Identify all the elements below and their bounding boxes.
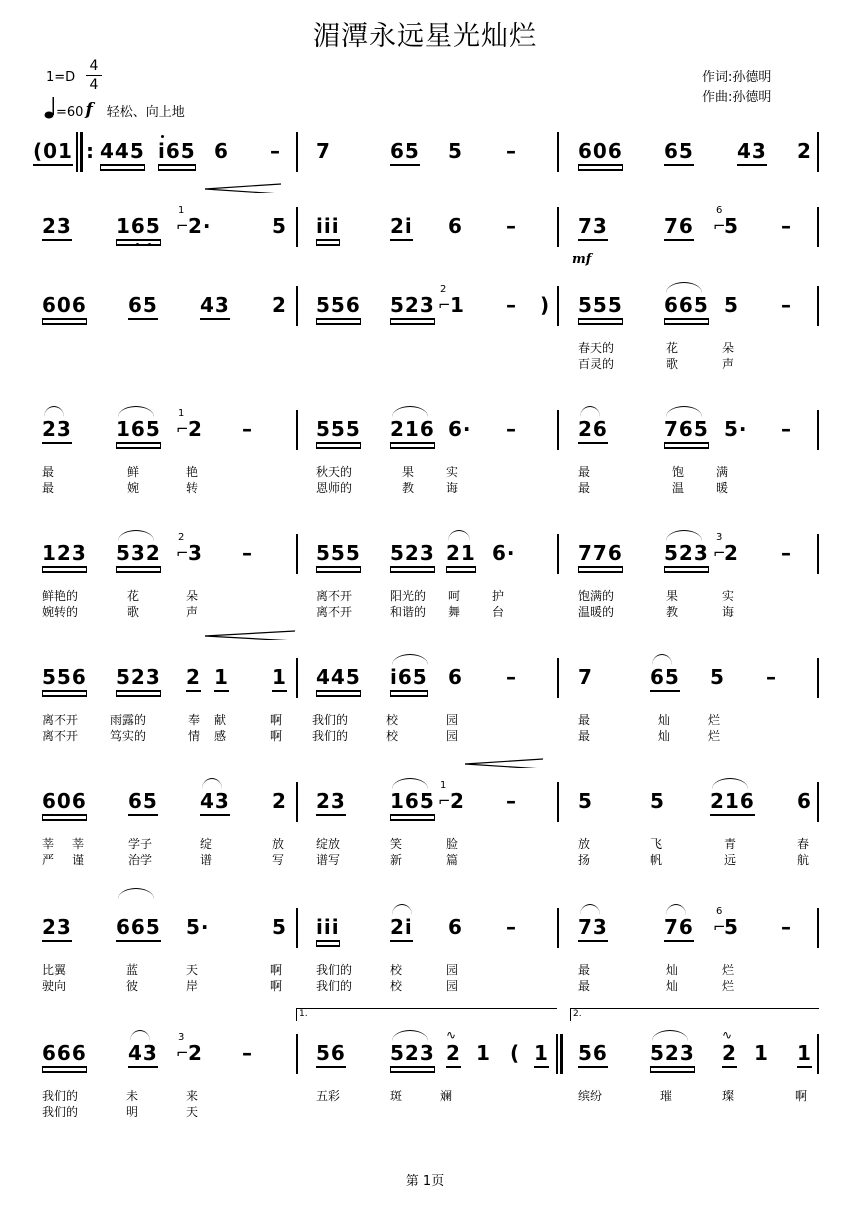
note-group: i65 [390, 666, 428, 692]
note: 5 [448, 139, 463, 163]
note-group: iii [316, 215, 340, 241]
lyric: 朵 [722, 341, 735, 355]
lyric: 灿 [658, 729, 671, 743]
lyric: 离不开 [316, 605, 353, 619]
note-group: 2i [390, 916, 413, 942]
note: 6· [448, 417, 472, 441]
lyric: 校 [386, 729, 399, 743]
tempo-value: =60 [56, 105, 84, 120]
note: 6· [492, 541, 516, 565]
grace-hook-icon: ⌐ [438, 296, 451, 314]
lyric: 恩师的 [316, 481, 353, 495]
lyric: 啊 [270, 729, 283, 743]
note-group: 2i [390, 215, 413, 241]
dash: – [270, 139, 281, 163]
note: 1 [450, 293, 465, 317]
lyric: 离不开 [42, 713, 79, 727]
lyric: 校 [386, 713, 399, 727]
lyric: 园 [446, 963, 459, 977]
lyric: 教 [402, 481, 415, 495]
tempo-marking [44, 96, 185, 120]
song-title: 湄潭永远星光灿烂 [313, 21, 537, 52]
lyric: 婉 [127, 481, 140, 495]
note-group: 73 [578, 916, 608, 942]
lyric: 缤纷 [578, 1089, 603, 1103]
note-group: (01 [33, 140, 73, 166]
lyric: 春天的 [578, 341, 615, 355]
note-group: i65 [158, 140, 196, 166]
grace-hook-icon: ⌐ [176, 217, 189, 235]
lyric: 春 [797, 837, 810, 851]
dynamic-forte: f [85, 100, 93, 120]
lyric: 满 [716, 465, 729, 479]
lyric: 啊 [270, 979, 283, 993]
note-group: 445 [316, 666, 361, 692]
lyric: 我们的 [316, 963, 353, 977]
lyric: 写 [272, 853, 285, 867]
lyric: 灿 [658, 713, 671, 727]
crescendo-hairpin [205, 183, 281, 193]
lyric: 护 [492, 589, 505, 603]
lyric: 帆 [650, 853, 663, 867]
note-group: 666 [42, 1042, 87, 1068]
lyric: 诲 [446, 481, 459, 495]
note-group: 556 [316, 294, 361, 320]
lyric: 和谐的 [390, 605, 427, 619]
lyric: 脸 [446, 837, 459, 851]
lyric: 声 [722, 357, 735, 371]
lyric: 烂 [708, 713, 721, 727]
dash: – [242, 417, 253, 441]
lyric: 呵 [448, 589, 461, 603]
lyric: 校 [390, 963, 403, 977]
note-group: 43 [128, 1042, 158, 1068]
time-signature [86, 58, 102, 93]
lyric: 学子 [128, 837, 153, 851]
lyric: 实 [446, 465, 459, 479]
note-group: 776 [578, 542, 623, 568]
note-group: 606 [42, 790, 87, 816]
dash: – [781, 915, 792, 939]
note: 2· [188, 214, 212, 238]
lyric: 花 [666, 341, 679, 355]
note-group: 56 [578, 1042, 608, 1068]
note-group: 445 [100, 140, 145, 166]
score-row-3 [0, 252, 850, 402]
dash: – [506, 789, 517, 813]
note: 5 [272, 915, 287, 939]
grace-hook-icon: ⌐ [713, 544, 726, 562]
note-group: 65 [650, 666, 680, 692]
score-row-7 [0, 778, 850, 898]
dash: – [506, 665, 517, 689]
dynamic-mf: mf [572, 252, 592, 267]
lyric: 我们的 [42, 1089, 79, 1103]
lyric: 感 [214, 729, 227, 743]
note-group: 43 [200, 790, 230, 816]
lyric: 明 [126, 1105, 139, 1119]
grace-hook-icon: ⌐ [176, 544, 189, 562]
lyric: 远 [724, 853, 737, 867]
grace-note: 2 [178, 532, 185, 543]
volta-first: 1. [296, 1008, 557, 1021]
lyric: 航 [797, 853, 810, 867]
note: 5· [186, 915, 210, 939]
lyric: 蓝 [126, 963, 139, 977]
lyric: 饱 [672, 465, 685, 479]
lyric: 最 [42, 481, 55, 495]
lyric: 岸 [186, 979, 199, 993]
lyric: 烂 [722, 963, 735, 977]
note: 6 [448, 665, 463, 689]
lyric: 彼 [126, 979, 139, 993]
lyric: 绽放 [316, 837, 341, 851]
lyric: 百灵的 [578, 357, 615, 371]
lyric: 璨 [722, 1089, 735, 1103]
score-row-9 [0, 1009, 850, 1150]
time-signature-bottom: 4 [89, 77, 99, 93]
lyric: 灿 [666, 979, 679, 993]
lyric: 烂 [722, 979, 735, 993]
lyric: 治学 [128, 853, 153, 867]
lyric: 五彩 [316, 1089, 341, 1103]
dash: – [766, 665, 777, 689]
lyric: 最 [578, 713, 591, 727]
lyric: 情 [188, 729, 201, 743]
note: 5 [710, 665, 725, 689]
grace-note: 6 [716, 906, 723, 917]
lyric: 秋天的 [316, 465, 353, 479]
lyric: 雨露的 [110, 713, 147, 727]
note-group: 606 [42, 294, 87, 320]
lyric: 谱 [200, 853, 213, 867]
lyric: 园 [446, 979, 459, 993]
lyric: 飞 [650, 837, 663, 851]
mordent-icon: ∿ [446, 1028, 457, 1042]
lyric: 鲜 [127, 465, 140, 479]
dash: – [506, 915, 517, 939]
note-group: 216 [390, 418, 435, 444]
lyric: 新 [390, 853, 403, 867]
note: 7 [316, 139, 331, 163]
dash: – [242, 1041, 253, 1065]
lyric: 最 [578, 729, 591, 743]
note: 1 [797, 1042, 812, 1068]
note: 2 [724, 541, 739, 565]
note: 5· [724, 417, 748, 441]
note-group: iii [316, 916, 340, 942]
note: 2 [797, 139, 812, 163]
note-group: 76 [664, 215, 694, 241]
note-group: 23 [42, 916, 72, 942]
lyric: 献 [214, 713, 227, 727]
lyric: 饱满的 [578, 589, 615, 603]
composer: 作曲:孙德明 [702, 90, 772, 105]
note-group: 73 [578, 215, 608, 241]
lyric: 鲜艳的 [42, 589, 79, 603]
grace-note: 2 [440, 284, 447, 295]
grace-note: 1 [178, 408, 185, 419]
grace-hook-icon: ⌐ [438, 792, 451, 810]
lyric: 婉转的 [42, 605, 79, 619]
lyric: 驶向 [42, 979, 67, 993]
note: 1 [272, 666, 287, 692]
note-group: 665 [664, 294, 709, 320]
lyric: 谨 [72, 853, 85, 867]
lyric: 阳光的 [390, 589, 427, 603]
lyric: 啊 [270, 713, 283, 727]
note: 1 [476, 1041, 491, 1065]
note: 6 [214, 139, 229, 163]
lyric: 放 [272, 837, 285, 851]
lyric: 斑 [390, 1089, 403, 1103]
score-row-8 [0, 904, 850, 1024]
note: 2 [446, 1042, 461, 1068]
lyric: 奉 [188, 713, 201, 727]
lyric: 声 [186, 605, 199, 619]
volta-second: 2. [570, 1008, 819, 1021]
lyric: 朵 [186, 589, 199, 603]
lyric: 比翼 [42, 963, 67, 977]
lyric: 果 [666, 589, 679, 603]
mordent-icon: ∿ [722, 1028, 733, 1042]
score-row-4 [0, 406, 850, 526]
note-group: 43 [737, 140, 767, 166]
lyric: 温 [672, 481, 685, 495]
note-group: 23 [316, 790, 346, 816]
lyric: 天 [186, 1105, 199, 1119]
grace-hook-icon: ⌐ [713, 217, 726, 235]
lyric: 最 [578, 963, 591, 977]
note-group: 65 [128, 294, 158, 320]
note: 2 [272, 293, 287, 317]
time-signature-top: 4 [89, 58, 99, 74]
note: 2 [272, 789, 287, 813]
lyric: 园 [446, 713, 459, 727]
lyric: 园 [446, 729, 459, 743]
lyric: 莘 [42, 837, 55, 851]
lyric: 笃实的 [110, 729, 147, 743]
note-group: 43 [200, 294, 230, 320]
lyric: 艳 [186, 465, 199, 479]
lyric: 莘 [72, 837, 85, 851]
note-group: 523 [390, 542, 435, 568]
note: 2 [188, 417, 203, 441]
dash: – [506, 139, 517, 163]
note: 6 [448, 915, 463, 939]
note: 5 [272, 214, 287, 238]
lyric: 扬 [578, 853, 591, 867]
dash: – [781, 214, 792, 238]
lyric: 离不开 [42, 729, 79, 743]
note-group: 65 [390, 140, 420, 166]
repeat-sign: : [86, 139, 95, 163]
note-group: 555 [316, 542, 361, 568]
note-group: 523 [390, 1042, 435, 1068]
grace-note: 6 [716, 205, 723, 216]
note-group: 216 [710, 790, 755, 816]
note: 5 [724, 915, 739, 939]
crescendo-hairpin [205, 630, 295, 640]
dash: – [242, 541, 253, 565]
lyric: 笑 [390, 837, 403, 851]
dash: – [781, 293, 792, 317]
grace-note: 1 [178, 205, 185, 216]
dash: – [506, 214, 517, 238]
lyric: 最 [578, 465, 591, 479]
lyric: 未 [126, 1089, 139, 1103]
lyric: 天 [186, 963, 199, 977]
note-group: 523 [390, 294, 435, 320]
note-group: 21 [446, 542, 476, 568]
note: 1 [214, 666, 229, 692]
note: 5 [724, 214, 739, 238]
note: 5 [650, 789, 665, 813]
lyric: 最 [42, 465, 55, 479]
note-group: 765 [664, 418, 709, 444]
note-group: 23 [42, 418, 72, 444]
lyric: 来 [186, 1089, 199, 1103]
lyric: 诲 [722, 605, 735, 619]
lyric: 放 [578, 837, 591, 851]
lyric: 斓 [440, 1089, 453, 1103]
note-group: 556 [42, 666, 87, 692]
note-group: 523 [116, 666, 161, 692]
note-group: 56 [316, 1042, 346, 1068]
crescendo-hairpin [465, 758, 543, 768]
lyric: 转 [186, 481, 199, 495]
lyric: 校 [390, 979, 403, 993]
score-row-6 [0, 654, 850, 774]
note-group: 555 [316, 418, 361, 444]
note-group: 165 [116, 418, 161, 444]
close-paren: ) [540, 293, 551, 317]
note-group: 123 [42, 542, 87, 568]
note-group: 606 [578, 140, 623, 166]
note-group: 23 [42, 215, 72, 241]
lyric: 歌 [127, 605, 140, 619]
lyric: 绽 [200, 837, 213, 851]
note: 6 [797, 789, 812, 813]
note-group: 165 [116, 215, 161, 241]
lyric: 严 [42, 853, 55, 867]
dash: – [781, 417, 792, 441]
key-signature: 1=D [46, 70, 76, 85]
lyric: 篇 [446, 853, 459, 867]
lyric: 我们的 [316, 979, 353, 993]
lyric: 实 [722, 589, 735, 603]
lyricist: 作词:孙德明 [702, 70, 772, 85]
page-number: 第 1页 [405, 1174, 445, 1189]
note: 1 [534, 1042, 549, 1068]
note: 2 [188, 1041, 203, 1065]
lyric: 谱写 [316, 853, 341, 867]
grace-note: 1 [440, 780, 447, 791]
lyric: 暖 [716, 481, 729, 495]
lyric: 我们的 [312, 729, 349, 743]
lyric: 我们的 [312, 713, 349, 727]
note: 1 [754, 1041, 769, 1065]
open-paren: ( [510, 1041, 521, 1065]
lyric: 温暖的 [578, 605, 615, 619]
quarter-note-icon [44, 96, 56, 120]
grace-hook-icon: ⌐ [176, 1044, 189, 1062]
lyric: 离不开 [316, 589, 353, 603]
dash: – [506, 293, 517, 317]
dash: – [506, 417, 517, 441]
lyric: 舞 [448, 605, 461, 619]
grace-hook-icon: ⌐ [176, 420, 189, 438]
grace-note: 3 [178, 1032, 185, 1043]
lyric: 我们的 [42, 1105, 79, 1119]
note-group: 165 [390, 790, 435, 816]
note-group: 665 [116, 916, 161, 942]
note-group: 65 [128, 790, 158, 816]
note: 5 [724, 293, 739, 317]
note-group: 523 [664, 542, 709, 568]
lyric: 啊 [795, 1089, 808, 1103]
lyric: 烂 [708, 729, 721, 743]
note-group: 555 [578, 294, 623, 320]
note-group: 532 [116, 542, 161, 568]
note: 7 [578, 665, 593, 689]
credits [702, 68, 771, 108]
note: 5 [578, 789, 593, 813]
note: 2 [186, 666, 201, 692]
note: 3 [188, 541, 203, 565]
note: 6 [448, 214, 463, 238]
note-group: 65 [664, 140, 694, 166]
lyric: 果 [402, 465, 415, 479]
lyric: 青 [724, 837, 737, 851]
note-group: 76 [664, 916, 694, 942]
note: 2 [450, 789, 465, 813]
lyric: 啊 [270, 963, 283, 977]
dash: – [781, 541, 792, 565]
note-group: 523 [650, 1042, 695, 1068]
note-group: 26 [578, 418, 608, 444]
lyric: 最 [578, 979, 591, 993]
lyric: 歌 [666, 357, 679, 371]
lyric: 台 [492, 605, 505, 619]
score-row-5 [0, 530, 850, 650]
lyric: 灿 [666, 963, 679, 977]
lyric: 教 [666, 605, 679, 619]
note: 2 [722, 1042, 737, 1068]
lyric: 最 [578, 481, 591, 495]
grace-note: 3 [716, 532, 723, 543]
grace-hook-icon: ⌐ [713, 918, 726, 936]
expression-text: 轻松、向上地 [106, 105, 185, 120]
lyric: 璀 [660, 1089, 673, 1103]
lyric: 花 [127, 589, 140, 603]
